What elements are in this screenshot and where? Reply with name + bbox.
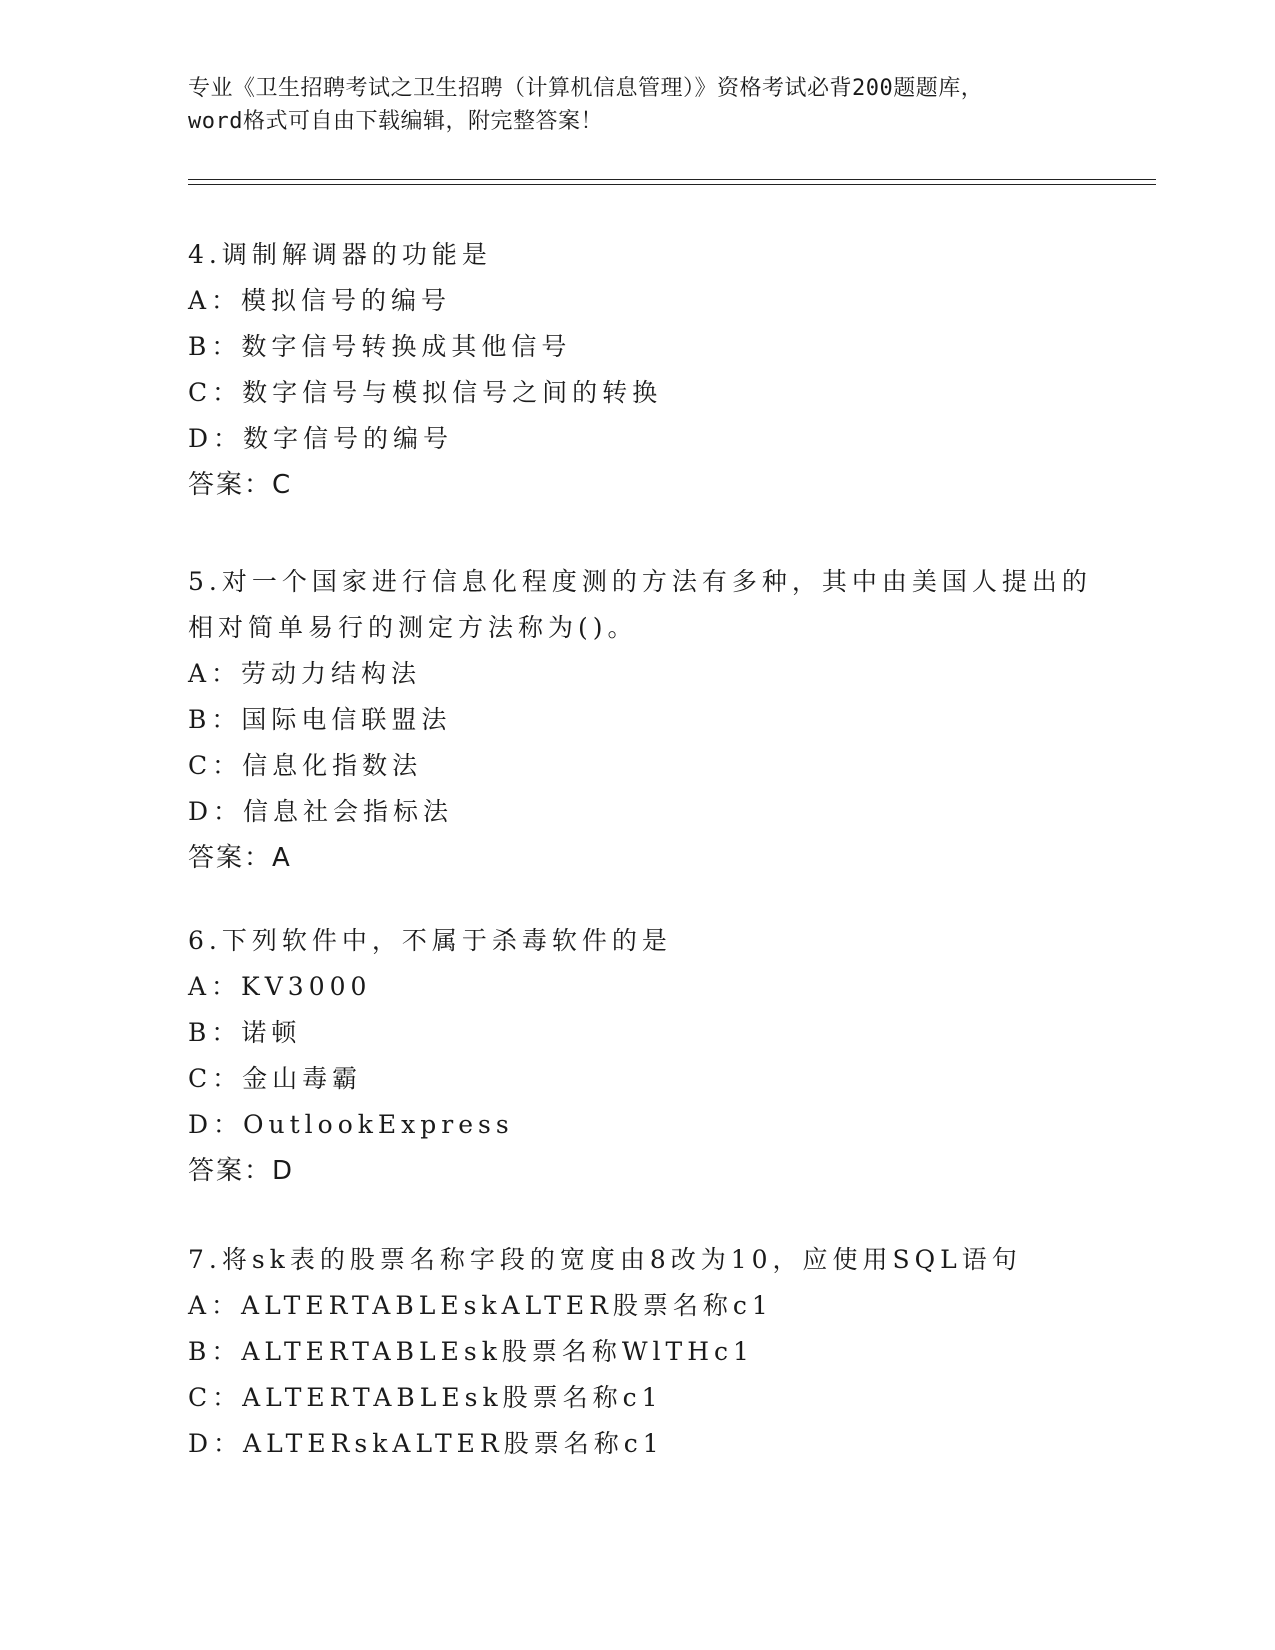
question-5 <box>188 559 1092 881</box>
option-a: A：ALTERTABLEskALTER股票名称c1 <box>188 1291 773 1320</box>
option-c: C：数字信号与模拟信号之间的转换 <box>188 378 663 407</box>
header-rule-bottom <box>188 184 1156 185</box>
question-text: 4.调制解调器的功能是 <box>188 240 492 269</box>
option-b: B：国际电信联盟法 <box>188 705 452 734</box>
header-line-2: word格式可自由下载编辑，附完整答案！ <box>188 109 603 134</box>
option-a: A：KV3000 <box>188 972 372 1001</box>
option-d: D：ALTERskALTER股票名称c1 <box>188 1429 664 1458</box>
header-rule-top <box>188 179 1156 180</box>
option-c: C：ALTERTABLEsk股票名称c1 <box>188 1383 663 1412</box>
option-b: B：诺顿 <box>188 1018 302 1047</box>
question-6 <box>188 918 1088 1194</box>
answer: 答案：A <box>188 843 292 873</box>
document-header <box>188 72 1088 138</box>
option-c: C：信息化指数法 <box>188 751 423 780</box>
option-a: A：模拟信号的编号 <box>188 286 452 315</box>
option-b: B：ALTERTABLEsk股票名称WlTHc1 <box>188 1337 754 1366</box>
option-d: D：OutlookExpress <box>188 1110 514 1139</box>
option-a: A：劳动力结构法 <box>188 659 422 688</box>
option-b: B：数字信号转换成其他信号 <box>188 332 572 361</box>
option-d: D：数字信号的编号 <box>188 424 454 453</box>
question-4 <box>188 232 1088 508</box>
answer: 答案：C <box>188 470 293 500</box>
answer: 答案：D <box>188 1156 295 1186</box>
question-text-line-1: 5.对一个国家进行信息化程度测的方法有多种，其中由美国人提出的 <box>188 567 1092 596</box>
question-7 <box>188 1237 1088 1467</box>
question-text: 6.下列软件中，不属于杀毒软件的是 <box>188 926 672 955</box>
question-text: 7.将sk表的股票名称字段的宽度由8改为10，应使用SQL语句 <box>188 1245 1022 1274</box>
question-text-line-2: 相对简单易行的测定方法称为()。 <box>188 613 638 642</box>
option-d: D：信息社会指标法 <box>188 797 454 826</box>
header-line-1: 专业《卫生招聘考试之卫生招聘（计算机信息管理）》资格考试必背200题题库， <box>188 76 984 101</box>
option-c: C：金山毒霸 <box>188 1064 363 1093</box>
